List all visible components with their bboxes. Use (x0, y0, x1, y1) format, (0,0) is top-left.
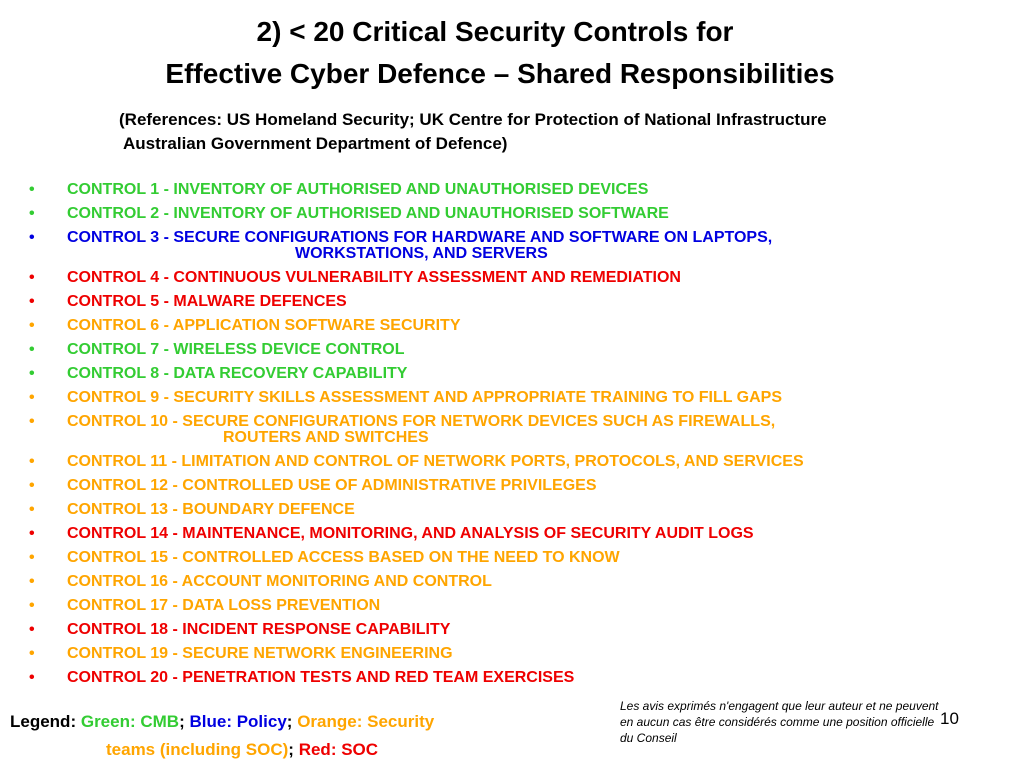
control-item (0, 206, 1010, 222)
control-item (0, 230, 1010, 262)
bullet-icon: • (29, 229, 35, 246)
bullet-icon: • (29, 413, 35, 430)
control-item (0, 342, 1010, 358)
control-text: CONTROL 17 - DATA LOSS PREVENTION (67, 597, 381, 614)
bullet-icon: • (29, 525, 35, 542)
bullet-icon: • (29, 549, 35, 566)
control-item (0, 670, 1010, 686)
control-text: CONTROL 7 - WIRELESS DEVICE CONTROL (67, 341, 405, 358)
legend-orange: Orange: Security (297, 712, 435, 731)
legend-separator: ; (286, 712, 293, 731)
control-text: CONTROL 15 - CONTROLLED ACCESS BASED ON THE NEED TO KNOW (67, 549, 620, 566)
legend-label: Legend: (10, 712, 77, 731)
bullet-icon: • (29, 597, 35, 614)
control-item (0, 454, 1010, 470)
control-text-continued: ROUTERS AND SWITCHES (223, 429, 429, 446)
control-item (0, 478, 1010, 494)
bullet-icon: • (29, 501, 35, 518)
control-text: CONTROL 12 - CONTROLLED USE OF ADMINISTRATIVE PRIVILEGES (67, 477, 597, 494)
control-text: CONTROL 13 - BOUNDARY DEFENCE (67, 501, 355, 518)
control-text: CONTROL 10 - SECURE CONFIGURATIONS FOR NETWORK DEVICES SUCH AS FIREWALLS, (67, 413, 776, 430)
control-text-continued: WORKSTATIONS, AND SERVERS (295, 245, 548, 262)
bullet-icon: • (29, 389, 35, 406)
control-item (0, 622, 1010, 638)
bullet-icon: • (29, 621, 35, 638)
legend-separator: ; (288, 740, 294, 759)
legend-green: Green: CMB (80, 712, 180, 731)
references (119, 108, 999, 156)
control-item (0, 390, 1010, 406)
control-text: CONTROL 8 - DATA RECOVERY CAPABILITY (67, 365, 408, 382)
bullet-icon: • (29, 669, 35, 686)
disclaimer: Les avis exprimés n'engagent que leur auteur et ne peuvent en aucun cas être considérés comme une position officielle du Conseil (620, 699, 939, 745)
bullet-icon: • (29, 645, 35, 662)
control-item (0, 526, 1010, 542)
control-text: CONTROL 18 - INCIDENT RESPONSE CAPABILITY (67, 621, 451, 638)
control-item (0, 646, 1010, 662)
control-item (0, 414, 1010, 446)
control-text: CONTROL 4 - CONTINUOUS VULNERABILITY ASSESSMENT AND REMEDIATION (67, 269, 681, 286)
bullet-icon: • (29, 573, 35, 590)
control-item (0, 574, 1010, 590)
bullet-icon: • (29, 453, 35, 470)
control-text: CONTROL 19 - SECURE NETWORK ENGINEERING (67, 645, 453, 662)
control-item (0, 182, 1010, 198)
bullet-icon: • (29, 181, 35, 198)
control-text: CONTROL 11 - LIMITATION AND CONTROL OF NETWORK PORTS, PROTOCOLS, AND SERVICES (67, 453, 804, 470)
bullet-icon: • (29, 269, 35, 286)
legend-red: Red: SOC (298, 740, 379, 759)
controls-list (0, 182, 1010, 694)
control-item (0, 550, 1010, 566)
control-item (0, 366, 1010, 382)
control-item (0, 270, 1010, 286)
control-text: CONTROL 6 - APPLICATION SOFTWARE SECURITY (67, 317, 461, 334)
control-item (0, 294, 1010, 310)
control-text: CONTROL 16 - ACCOUNT MONITORING AND CONTROL (67, 573, 492, 590)
legend-separator: ; (179, 712, 185, 731)
control-text: CONTROL 20 - PENETRATION TESTS AND RED TEAM EXERCISES (67, 669, 575, 686)
control-text: CONTROL 5 - MALWARE DEFENCES (67, 293, 347, 310)
legend-orange-continued: teams (including SOC) (106, 740, 289, 759)
control-text: CONTROL 14 - MAINTENANCE, MONITORING, AND ANALYSIS OF SECURITY AUDIT LOGS (67, 525, 754, 542)
bullet-icon: • (29, 293, 35, 310)
references-line-1: (References: US Homeland Security; UK Centre for Protection of National Infrastructure (119, 110, 827, 129)
bullet-icon: • (29, 317, 35, 334)
bullet-icon: • (29, 477, 35, 494)
legend-blue: Blue: Policy (189, 712, 287, 731)
bullet-icon: • (29, 341, 35, 358)
control-item (0, 318, 1010, 334)
bullet-icon: • (29, 365, 35, 382)
legend (10, 708, 600, 764)
slide-title-line-1: 2) < 20 Critical Security Controls for (256, 16, 734, 47)
control-text: CONTROL 1 - INVENTORY OF AUTHORISED AND UNAUTHORISED DEVICES (67, 181, 649, 198)
control-text: CONTROL 9 - SECURITY SKILLS ASSESSMENT AND APPROPRIATE TRAINING TO FILL GAPS (67, 389, 783, 406)
control-text: CONTROL 3 - SECURE CONFIGURATIONS FOR HARDWARE AND SOFTWARE ON LAPTOPS, (67, 229, 773, 246)
bullet-icon: • (29, 205, 35, 222)
references-line-2: Australian Government Department of Defence) (123, 134, 508, 153)
page-number: 10 (940, 709, 959, 728)
control-item (0, 502, 1010, 518)
control-text: CONTROL 2 - INVENTORY OF AUTHORISED AND UNAUTHORISED SOFTWARE (67, 205, 669, 222)
control-item (0, 598, 1010, 614)
slide-title-line-2: Effective Cyber Defence – Shared Responsibilities (165, 58, 835, 89)
